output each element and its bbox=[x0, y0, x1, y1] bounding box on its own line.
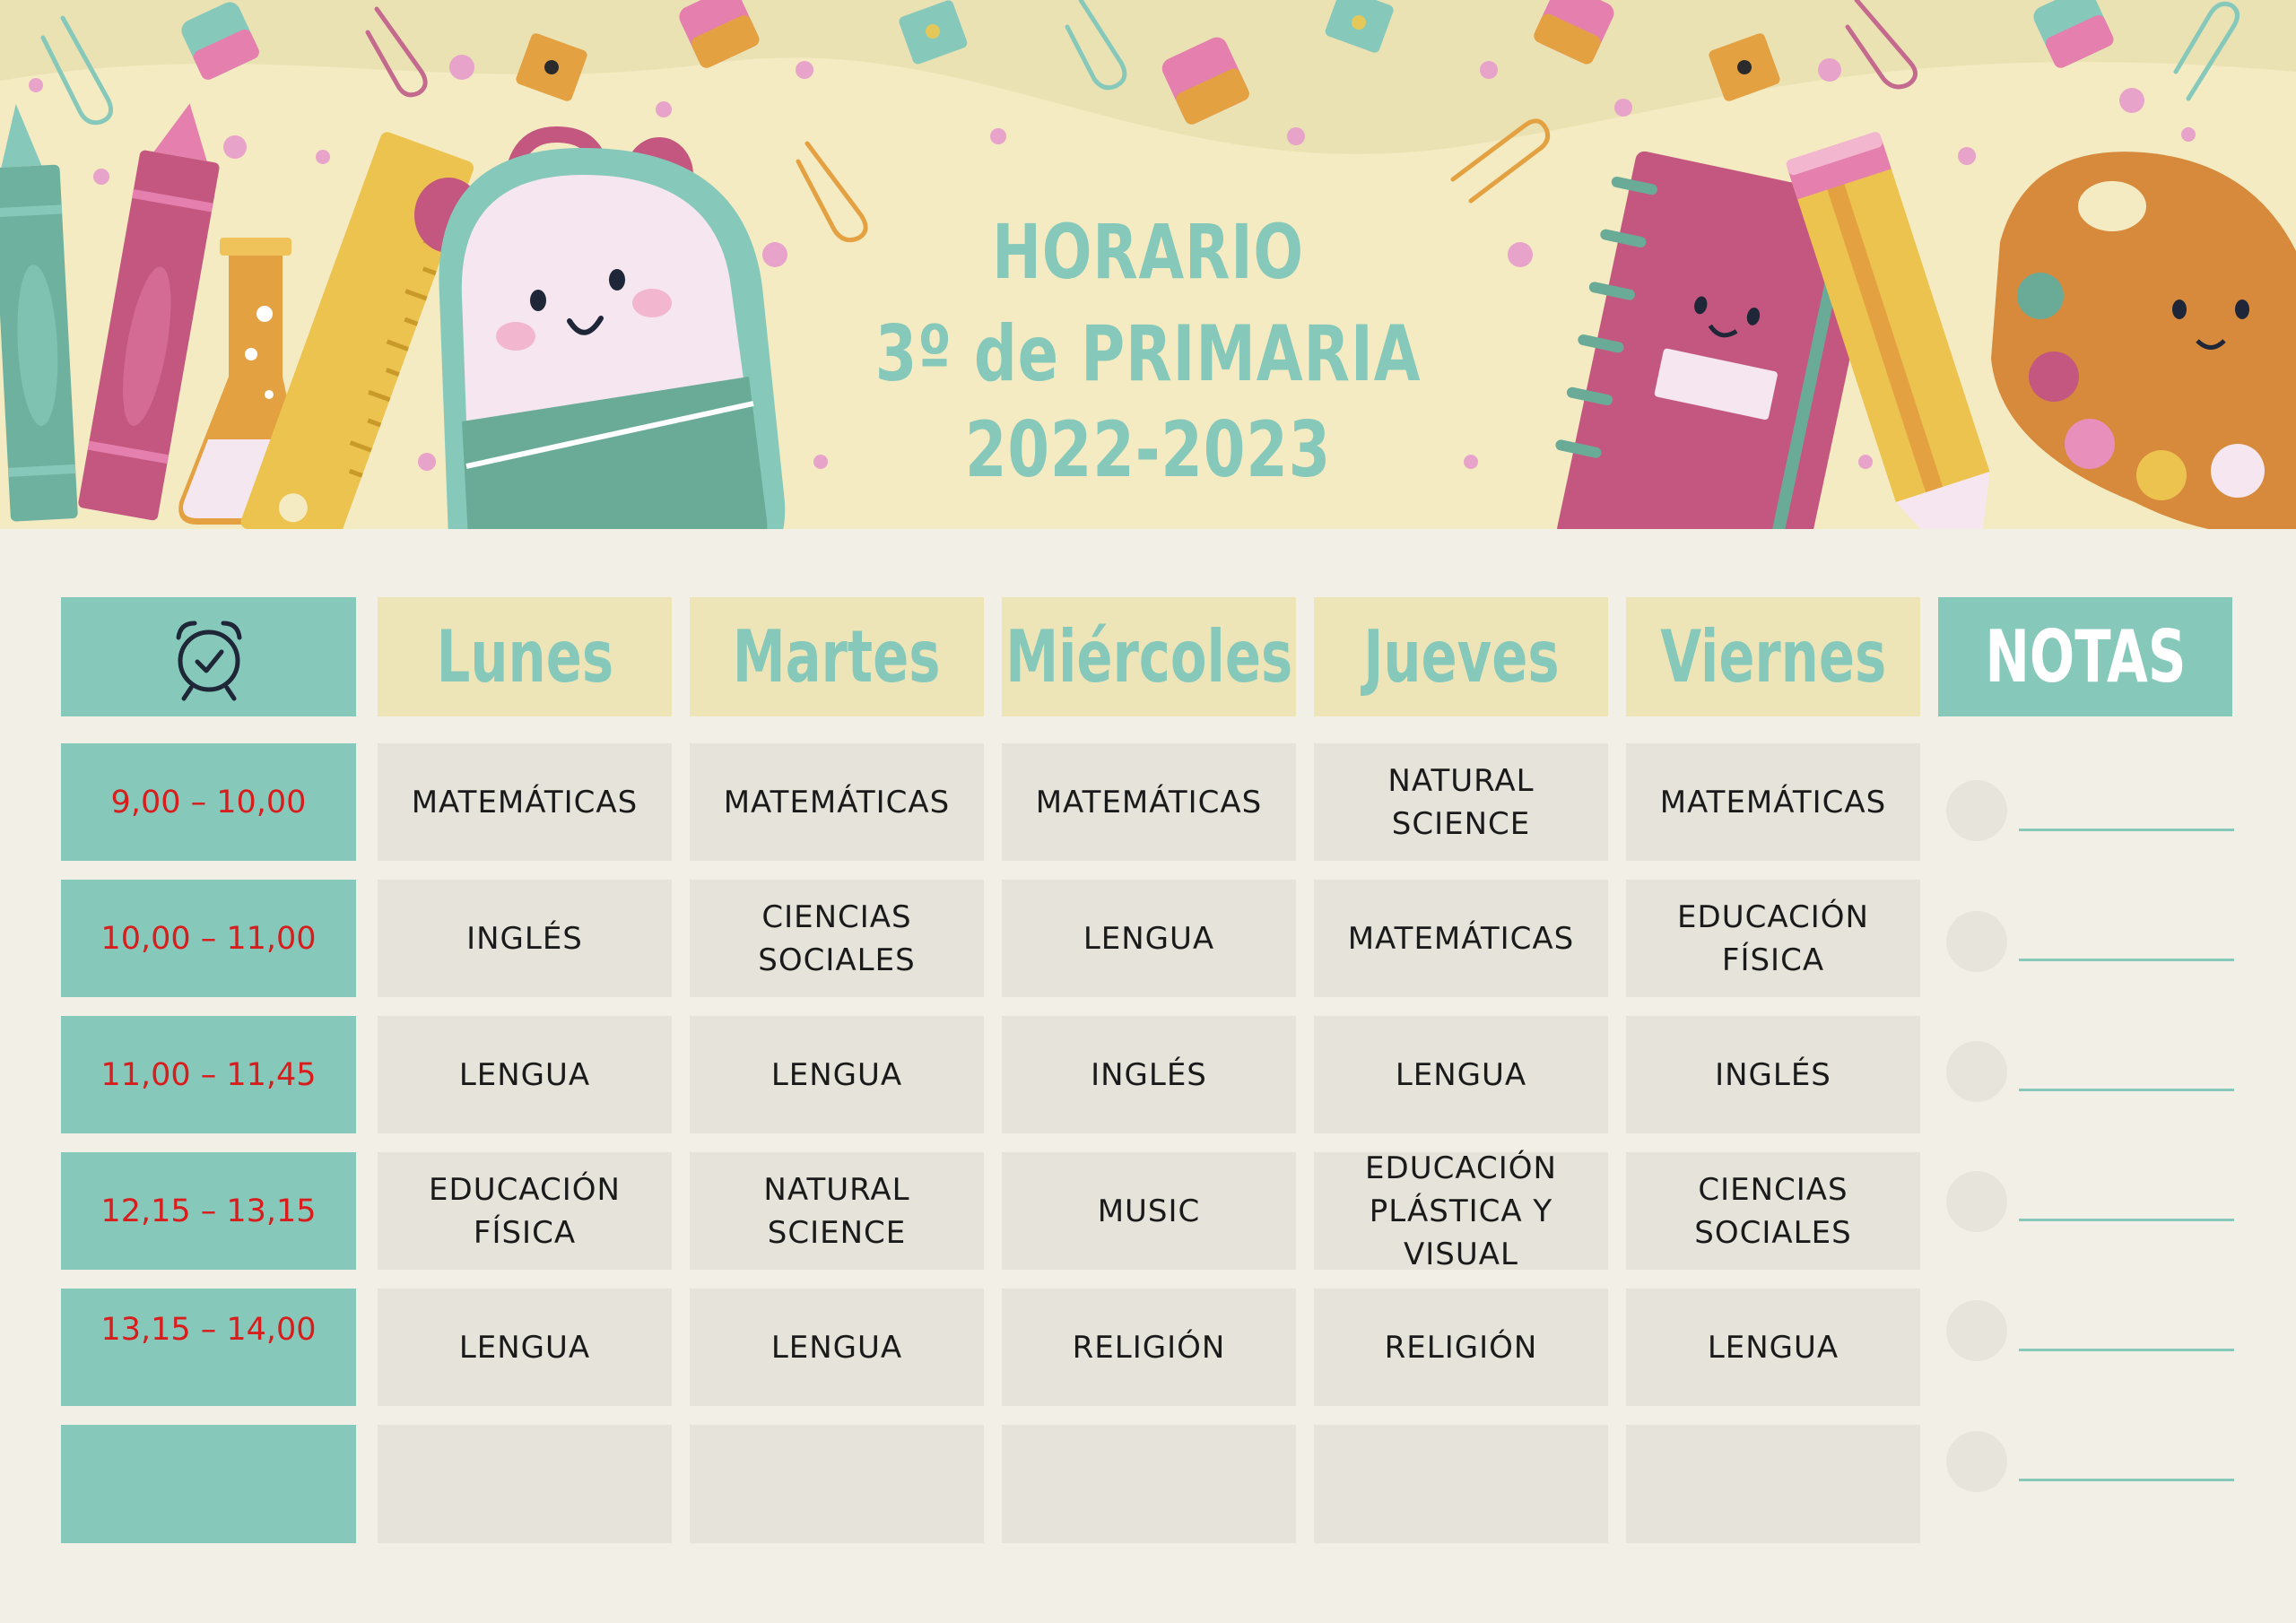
title-line-1: HORARIO bbox=[992, 208, 1304, 296]
subject-cell: LENGUA bbox=[690, 1016, 984, 1133]
time-cell bbox=[61, 1425, 356, 1543]
subject-cell: CIENCIAS SOCIALES bbox=[1626, 1152, 1920, 1270]
subject-cell bbox=[690, 1425, 984, 1543]
subject-cell bbox=[1626, 1425, 1920, 1543]
subject-cell: RELIGIÓN bbox=[1002, 1289, 1296, 1406]
title-line-3: 2022-2023 bbox=[964, 405, 1332, 495]
day-label: Jueves bbox=[1362, 615, 1560, 699]
subject-cell: EDUCACIÓN PLÁSTICA Y VISUAL bbox=[1314, 1152, 1608, 1270]
day-label: Lunes bbox=[436, 615, 613, 699]
subject-cell: LENGUA bbox=[378, 1289, 672, 1406]
day-header-martes bbox=[690, 597, 984, 716]
subject-cell bbox=[378, 1425, 672, 1543]
day-header-viernes bbox=[1626, 597, 1920, 716]
subject-cell: LENGUA bbox=[378, 1016, 672, 1133]
note-bullet bbox=[1946, 780, 2007, 841]
note-bullet bbox=[1946, 1431, 2007, 1492]
subject-cell: INGLÉS bbox=[378, 880, 672, 997]
subject-cell: MATEMÁTICAS bbox=[1626, 743, 1920, 861]
subject-cell: LENGUA bbox=[1626, 1289, 1920, 1406]
day-label: Viernes bbox=[1660, 615, 1886, 699]
time-column-header bbox=[61, 597, 356, 716]
day-header-jueves bbox=[1314, 597, 1608, 716]
subject-cell: INGLÉS bbox=[1002, 1016, 1296, 1133]
time-cell: 11,00 – 11,45 bbox=[61, 1016, 356, 1133]
background-wave bbox=[0, 0, 2296, 154]
note-bullet bbox=[1946, 911, 2007, 972]
time-cell: 13,15 – 14,00 bbox=[61, 1289, 356, 1406]
title-line-2: 3º de PRIMARIA bbox=[874, 309, 1422, 399]
day-label: Miércoles bbox=[1005, 615, 1293, 699]
note-line bbox=[2019, 829, 2234, 831]
subject-cell bbox=[1002, 1425, 1296, 1543]
subject-cell: MATEMÁTICAS bbox=[1314, 880, 1608, 997]
subject-cell: CIENCIAS SOCIALES bbox=[690, 880, 984, 997]
subject-cell bbox=[1314, 1425, 1608, 1543]
subject-cell: INGLÉS bbox=[1626, 1016, 1920, 1133]
header-banner bbox=[0, 0, 2296, 529]
time-cell: 10,00 – 11,00 bbox=[61, 880, 356, 997]
subject-cell: NATURAL SCIENCE bbox=[690, 1152, 984, 1270]
subject-cell: MUSIC bbox=[1002, 1152, 1296, 1270]
subject-cell: LENGUA bbox=[690, 1289, 984, 1406]
subject-cell: EDUCACIÓN FÍSICA bbox=[1626, 880, 1920, 997]
notes-header-label: NOTAS bbox=[1984, 615, 2187, 699]
note-line bbox=[2019, 1089, 2234, 1091]
crayon-icon bbox=[0, 97, 230, 522]
time-cell: 12,15 – 13,15 bbox=[61, 1152, 356, 1270]
subject-cell: RELIGIÓN bbox=[1314, 1289, 1608, 1406]
subject-cell: MATEMÁTICAS bbox=[1002, 743, 1296, 861]
note-line bbox=[2019, 1349, 2234, 1351]
note-bullet bbox=[1946, 1300, 2007, 1361]
note-line bbox=[2019, 1479, 2234, 1481]
subject-cell: EDUCACIÓN FÍSICA bbox=[378, 1152, 672, 1270]
day-header-lunes bbox=[378, 597, 672, 716]
subject-cell: NATURAL SCIENCE bbox=[1314, 743, 1608, 861]
day-header-miercoles bbox=[1002, 597, 1296, 716]
subject-cell: LENGUA bbox=[1002, 880, 1296, 997]
day-label: Martes bbox=[733, 615, 941, 699]
subject-cell: LENGUA bbox=[1314, 1016, 1608, 1133]
subject-cell: MATEMÁTICAS bbox=[690, 743, 984, 861]
note-line bbox=[2019, 959, 2234, 961]
notes-header bbox=[1938, 597, 2232, 716]
alarm-clock-icon bbox=[164, 612, 254, 702]
note-bullet bbox=[1946, 1041, 2007, 1102]
note-bullet bbox=[1946, 1171, 2007, 1232]
note-line bbox=[2019, 1219, 2234, 1221]
time-cell: 9,00 – 10,00 bbox=[61, 743, 356, 861]
subject-cell: MATEMÁTICAS bbox=[378, 743, 672, 861]
